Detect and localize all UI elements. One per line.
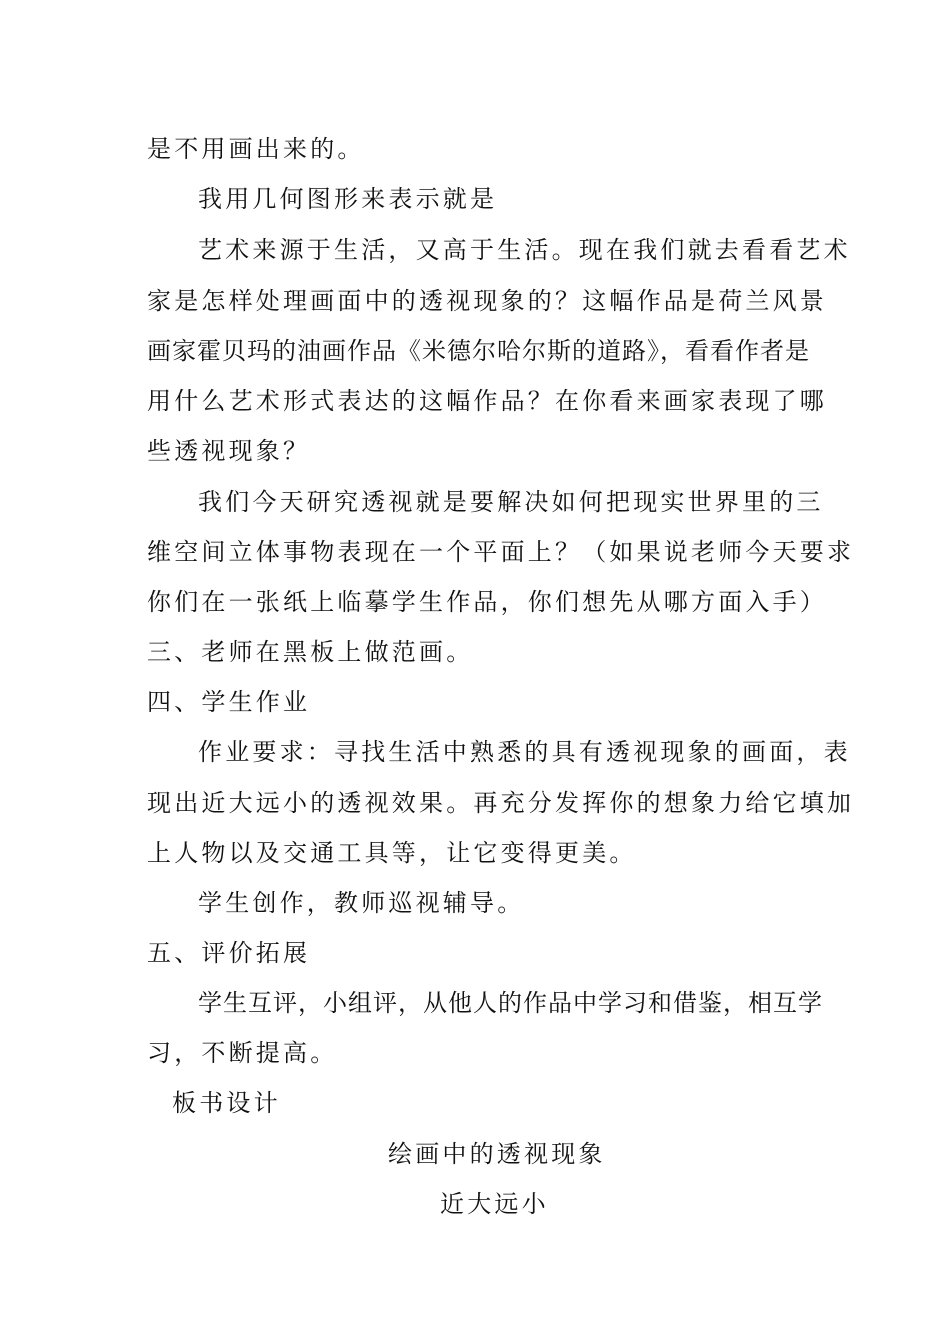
board-design-heading: 板书设计 (172, 1089, 281, 1117)
text-line: 些透视现象？ (147, 437, 311, 465)
section-heading: 三、老师在黑板上做范画。 (147, 638, 474, 666)
text-line: 你们在一张纸上临摹学生作品，你们想先从哪方面入手） (147, 588, 827, 616)
text-line: 画家霍贝玛的油画作品《米德尔哈尔斯的道路》，看看作者是 (147, 337, 810, 365)
text-line: 习，不断提高。 (147, 1039, 338, 1067)
text-line: 上人物以及交通工具等，让它变得更美。 (147, 839, 637, 867)
section-heading: 四、学生作业 (147, 688, 311, 716)
text-line: 艺术来源于生活，又高于生活。现在我们就去看看艺术 (198, 236, 851, 264)
text-line: 用什么艺术形式表达的这幅作品？在你看来画家表现了哪 (147, 387, 827, 415)
text-line: 学生互评，小组评，从他人的作品中学习和借鉴，相互学 (198, 989, 823, 1017)
board-subtitle: 近大远小 (440, 1190, 549, 1218)
text-line: 是不用画出来的。 (147, 135, 365, 163)
text-line: 现出近大远小的透视效果。再充分发挥你的想象力给它填加 (147, 789, 855, 817)
text-line: 学生创作，教师巡视辅导。 (198, 889, 525, 917)
text-line: 我用几何图形来表示就是 (198, 185, 498, 213)
text-line: 家是怎样处理画面中的透视现象的？这幅作品是荷兰风景 (147, 287, 827, 315)
board-title: 绘画中的透视现象 (388, 1140, 606, 1168)
text-line: 我们今天研究透视就是要解决如何把现实世界里的三 (198, 488, 824, 516)
section-heading: 五、评价拓展 (147, 939, 311, 967)
text-line: 作业要求：寻找生活中熟悉的具有透视现象的画面，表 (198, 738, 851, 766)
text-line: 维空间立体事物表现在一个平面上？（如果说老师今天要求 (147, 538, 855, 566)
